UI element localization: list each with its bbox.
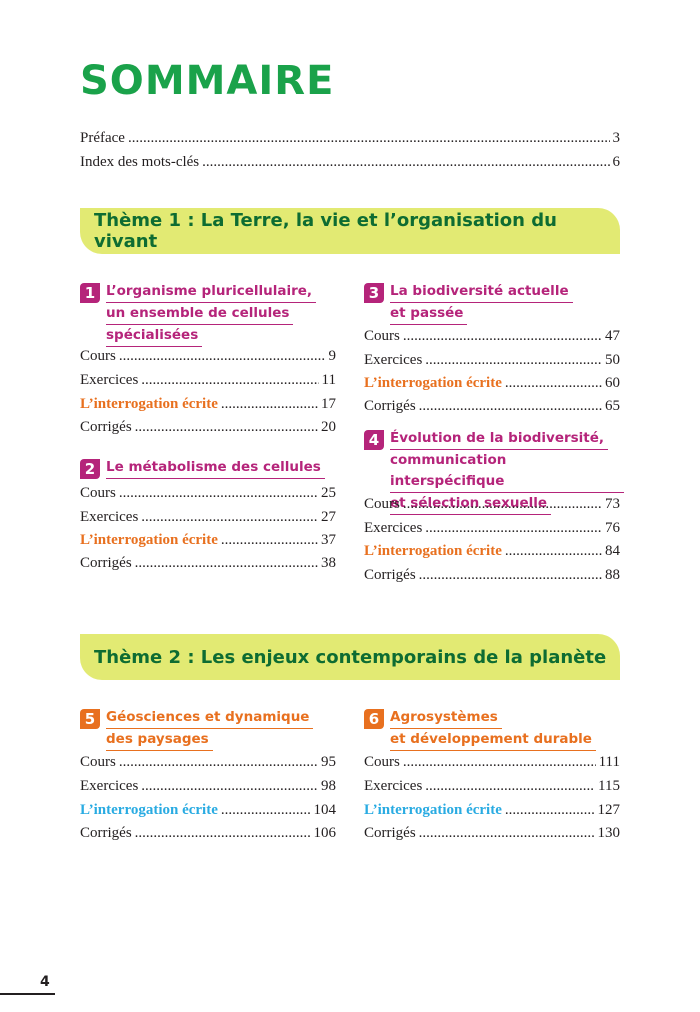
chapter-number-badge: 3 [364,283,384,303]
toc-entry-page: 111 [598,754,620,770]
toc-entry-corriges[interactable] [80,553,336,573]
toc-entry-page: 106 [313,825,336,841]
toc-entry-cours[interactable] [364,326,620,346]
leader-dots [419,396,602,416]
chapter-title-line: et sélection sexuelle [390,493,551,515]
leader-dots [425,350,602,370]
leader-dots [505,541,602,561]
toc-entry-label: Index des mots-clés [80,154,200,170]
chapter-number-badge: 6 [364,709,384,729]
toc-entry-cours[interactable] [80,752,336,772]
leader-dots [119,483,318,503]
chapter-2-heading[interactable] [80,457,340,479]
toc-entry-label: Exercices [80,509,139,525]
toc-entry-page: 6 [612,154,620,170]
chapter-title-line: et développement durable [390,729,596,751]
leader-dots [141,370,318,390]
leader-dots [221,800,311,820]
toc-entry-label: Exercices [80,372,139,388]
leader-dots [419,823,595,843]
leader-dots [141,507,318,527]
leader-dots [135,823,311,843]
chapter-title-line: Géosciences et dynamique [106,707,313,729]
toc-entry-exercices[interactable] [80,507,336,527]
toc-entry-interrogation[interactable] [364,373,620,393]
toc-entry-corriges[interactable] [80,417,336,437]
leader-dots [119,346,326,366]
toc-entry-page: 37 [321,532,336,548]
toc-entry-label: Corrigés [80,825,132,841]
toc-entry-label: Corrigés [364,825,416,841]
chapter-3-heading[interactable] [364,281,624,325]
toc-entry-page: 17 [321,396,336,412]
toc-entry-corriges[interactable] [80,823,336,843]
chapter-number-badge: 1 [80,283,100,303]
toc-entry-page: 115 [598,778,620,794]
chapter-5-heading[interactable] [80,707,340,751]
leader-dots [141,776,318,796]
leader-dots [135,553,318,573]
chapter-title-line: spécialisées [106,325,202,347]
toc-entry-page: 50 [605,352,620,368]
leader-dots [202,152,609,172]
chapter-title-line: communication interspécifique [390,450,624,493]
toc-entry-exercices[interactable] [80,776,336,796]
toc-entry-label: Cours [364,754,400,770]
toc-entry-label: Cours [80,754,116,770]
toc-entry-label: Corrigés [364,567,416,583]
toc-entry-exercices[interactable] [364,776,620,796]
toc-entry-interrogation[interactable] [364,800,620,820]
leader-dots [128,128,610,148]
toc-entry-page: 76 [605,520,620,536]
chapter-title-line: un ensemble de cellules [106,303,293,325]
toc-entry-page: 104 [313,802,336,818]
leader-dots [403,494,602,514]
theme-2-label: Thème 2 : Les enjeux contemporains de la planète [94,646,607,668]
toc-entry-page: 95 [321,754,336,770]
toc-entry-label: Cours [364,496,400,512]
toc-entry-page: 88 [605,567,620,583]
toc-entry-page: 60 [605,375,620,391]
toc-entry-label: L’interrogation écrite [364,543,502,559]
page-number: 4 [40,974,50,990]
toc-entry-interrogation[interactable] [80,530,336,550]
toc-entry-page: 38 [321,555,336,571]
toc-entry-label: L’interrogation écrite [80,396,218,412]
chapter-title-line: Le métabolisme des cellules [106,457,325,479]
leader-dots [221,394,318,414]
toc-entry-interrogation[interactable] [80,394,336,414]
toc-entry-page: 84 [605,543,620,559]
toc-entry-page: 98 [321,778,336,794]
chapter-title-line: Agrosystèmes [390,707,502,729]
toc-entry-page: 9 [328,348,336,364]
toc-entry-label: Corrigés [364,398,416,414]
theme-1-banner [80,208,620,254]
chapter-6-heading[interactable] [364,707,624,751]
chapter-number-badge: 2 [80,459,100,479]
toc-entry-exercices[interactable] [364,518,620,538]
toc-entry-label: Exercices [364,778,423,794]
toc-entry-label: Cours [80,485,116,501]
toc-entry-label: Exercices [364,520,423,536]
toc-entry-label: L’interrogation écrite [364,375,502,391]
toc-entry-corriges[interactable] [364,823,620,843]
toc-entry-label: Exercices [80,778,139,794]
chapter-title-line: Évolution de la biodiversité, [390,428,608,450]
chapter-title-line: et passée [390,303,467,325]
toc-entry-cours[interactable] [80,346,336,366]
leader-dots [221,530,318,550]
toc-entry-page: 27 [321,509,336,525]
leader-dots [119,752,318,772]
chapter-title-line: des paysages [106,729,213,751]
page-title: SOMMAIRE [80,58,335,104]
chapter-title-line: L’organisme pluricellulaire, [106,281,316,303]
toc-entry-label: Cours [364,328,400,344]
leader-dots [403,326,602,346]
toc-entry-corriges[interactable] [364,565,620,585]
leader-dots [425,776,595,796]
toc-entry-page: 65 [605,398,620,414]
toc-entry-exercices[interactable] [364,350,620,370]
toc-entry-preface[interactable] [80,128,620,148]
leader-dots [135,417,318,437]
toc-entry-label: Exercices [364,352,423,368]
toc-entry-label: L’interrogation écrite [80,802,218,818]
toc-entry-label: L’interrogation écrite [80,532,218,548]
toc-entry-corriges[interactable] [364,396,620,416]
toc-entry-page: 130 [597,825,620,841]
toc-entry-exercices[interactable] [80,370,336,390]
toc-entry-cours[interactable] [364,494,620,514]
toc-entry-page: 3 [612,130,620,146]
chapter-1-heading[interactable] [80,281,340,347]
toc-entry-page: 47 [605,328,620,344]
chapter-number-badge: 5 [80,709,100,729]
theme-1-label: Thème 1 : La Terre, la vie et l’organisation du vivant [94,210,557,252]
toc-entry-cours[interactable] [80,483,336,503]
theme-2-banner [80,634,620,680]
leader-dots [403,752,596,772]
toc-entry-label: L’interrogation écrite [364,802,502,818]
toc-entry-interrogation[interactable] [364,541,620,561]
toc-entry-label: Corrigés [80,555,132,571]
toc-entry-label: Cours [80,348,116,364]
leader-dots [505,373,602,393]
leader-dots [425,518,602,538]
chapter-title-line: La biodiversité actuelle [390,281,573,303]
toc-entry-label: Préface [80,130,125,146]
leader-dots [419,565,602,585]
leader-dots [505,800,595,820]
toc-entry-page: 11 [321,372,336,388]
footer-rule [0,993,55,995]
toc-entry-label: Corrigés [80,419,132,435]
chapter-number-badge: 4 [364,430,384,450]
toc-entry-page: 20 [321,419,336,435]
toc-entry-cours[interactable] [364,752,620,772]
toc-entry-interrogation[interactable] [80,800,336,820]
toc-entry-page: 127 [597,802,620,818]
toc-entry-page: 73 [605,496,620,512]
toc-entry-page: 25 [321,485,336,501]
toc-entry-index[interactable] [80,152,620,172]
